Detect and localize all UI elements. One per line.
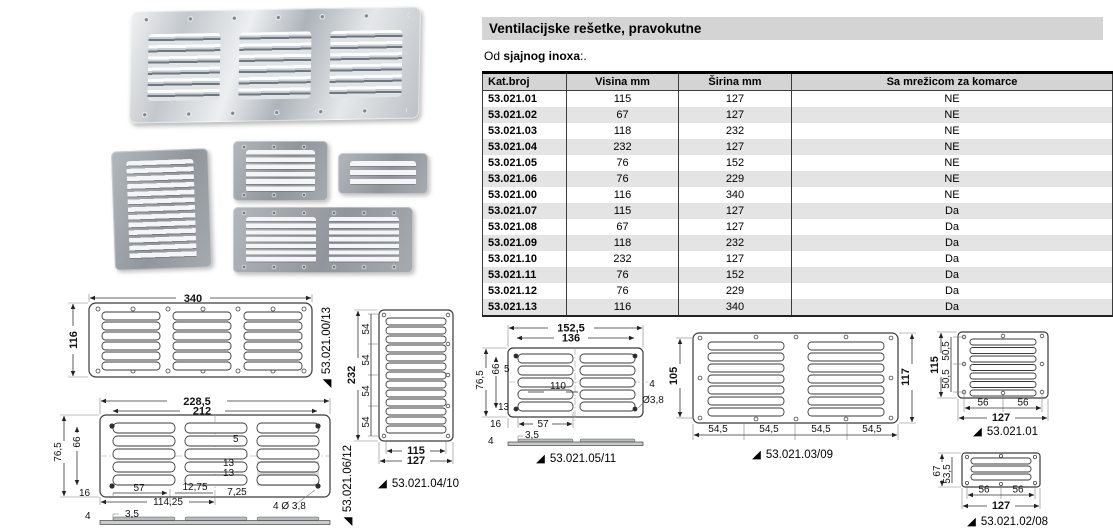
- screw-holes-bottom: [241, 264, 405, 270]
- cell-mreza: Da: [792, 203, 1113, 219]
- table-row: [483, 235, 1113, 251]
- louver-grid: [971, 458, 1031, 480]
- louver-grid: [970, 339, 1036, 396]
- dim-seg: 54: [361, 323, 372, 335]
- table-header-row: [483, 73, 1113, 91]
- dim-hole-size: Ø3,8: [642, 395, 664, 406]
- marker-triangle-icon: ◢: [536, 453, 545, 465]
- table-row: [483, 187, 1113, 203]
- cell-sirina: 229: [679, 283, 792, 299]
- table-row: [483, 203, 1113, 219]
- cell-kat: 53.021.13: [488, 301, 537, 313]
- cell-visina: 232: [567, 139, 679, 155]
- louver-column: [329, 30, 402, 98]
- louver-column: [238, 31, 311, 99]
- dim-b2: 57: [537, 419, 549, 430]
- photo-grille-large: [129, 6, 421, 123]
- marker-triangle-icon: ◢: [973, 426, 982, 438]
- table-row: [483, 299, 1113, 316]
- dim-p1: 4: [85, 511, 91, 522]
- column-header: Kat.broj: [483, 73, 567, 91]
- subtitle-prefix: Od: [484, 49, 504, 63]
- drawing-label-text: 53.021.02/08: [980, 516, 1049, 528]
- dim-h2: 66: [72, 436, 83, 448]
- cell-sirina: 127: [679, 203, 792, 219]
- material-subtitle: [484, 49, 587, 63]
- table-row: [483, 251, 1113, 267]
- dim-seg: 50,5: [941, 341, 952, 361]
- cell-kat: 53.021.10: [488, 253, 537, 265]
- dim-w2: 136: [561, 332, 581, 345]
- cell-mreza: NE: [792, 139, 1113, 155]
- product-photo: [30, 0, 475, 292]
- drawing-label-text: 53.021.05/11: [549, 453, 617, 465]
- drawing-label-text: 53.021.03/09: [765, 449, 834, 461]
- cell-mreza: Da: [792, 235, 1113, 251]
- dim-seg: 54,5: [759, 424, 779, 435]
- dim-h1: 67: [932, 465, 943, 477]
- table-row: [483, 107, 1113, 123]
- louver-column: [147, 33, 220, 101]
- cell-visina: 118: [567, 235, 679, 251]
- screw-holes-bottom: [141, 107, 407, 119]
- dim-b1: 16: [79, 488, 91, 499]
- cell-kat: 53.021.04: [488, 141, 537, 153]
- marker-triangle-icon: ◢: [378, 478, 387, 490]
- dim-seg: 50,5: [941, 369, 952, 389]
- cell-visina: 76: [567, 267, 679, 283]
- dim-seg: 54,5: [811, 424, 831, 435]
- products-table: [482, 71, 1113, 317]
- drawing-53-021-00-13: [58, 288, 343, 393]
- cell-mreza: NE: [792, 107, 1113, 123]
- cell-sirina: 340: [679, 187, 792, 203]
- column-header: Sa mrežicom za komarce: [792, 73, 1113, 91]
- dim-height: 232: [346, 365, 358, 385]
- dim-s3: 13: [223, 468, 235, 479]
- cell-mreza: Da: [792, 283, 1113, 299]
- cell-mreza: Da: [792, 219, 1113, 235]
- marker-triangle-icon: ◢: [967, 516, 976, 528]
- cell-visina: 116: [567, 299, 679, 316]
- screw-holes-top: [143, 12, 409, 24]
- cell-kat: 53.021.01: [488, 93, 537, 105]
- cell-visina: 67: [567, 107, 679, 123]
- cell-visina: 115: [567, 91, 679, 108]
- cell-kat: 53.021.00: [488, 189, 537, 201]
- dim-height: 115: [929, 356, 941, 374]
- drawing-label: [752, 449, 833, 461]
- cell-sirina: 152: [679, 267, 792, 283]
- drawing-label: [967, 516, 1048, 528]
- dim-b2: 57: [133, 483, 145, 494]
- cell-visina: 118: [567, 123, 679, 139]
- column-header: Visina mm: [567, 73, 679, 91]
- marker-triangle-icon: ◢: [321, 379, 333, 388]
- screw-holes-top: [241, 210, 405, 216]
- dim-b5: 7,25: [227, 487, 247, 498]
- drawing-label-text: 53.021.04/10: [391, 478, 460, 490]
- dim-mid: 110: [550, 381, 566, 392]
- cell-visina: 116: [567, 187, 679, 203]
- cell-sirina: 232: [679, 123, 792, 139]
- dim-seg: 54: [361, 385, 372, 397]
- dim-h2: 66: [491, 363, 502, 375]
- dim-p2: 3,5: [125, 509, 139, 520]
- dim-w1: 152,5: [557, 322, 585, 335]
- louver-slats: [246, 217, 316, 263]
- dim-height: 116: [68, 331, 80, 349]
- cell-sirina: 127: [679, 251, 792, 267]
- drawing-53-021-02-08: [933, 438, 1113, 530]
- dim-s1: 5: [233, 434, 239, 445]
- table-row: [483, 267, 1113, 283]
- cell-visina: 76: [567, 155, 679, 171]
- dim-b1: 56: [977, 397, 989, 409]
- dim-width: 340: [183, 293, 203, 305]
- cell-mreza: NE: [792, 123, 1113, 139]
- column-header: Širina mm: [679, 73, 792, 91]
- dim-seg: 54: [361, 416, 372, 428]
- dim-p1: 4: [488, 436, 494, 447]
- table-row: [483, 219, 1113, 235]
- screw-holes-bottom: [241, 192, 320, 198]
- cell-sirina: 152: [679, 155, 792, 171]
- cell-mreza: NE: [792, 91, 1113, 108]
- dim-b4: 12,75: [182, 482, 208, 493]
- dim-h1: 76,5: [53, 442, 64, 462]
- drawing-53-021-06-12: [55, 393, 355, 530]
- photo-grille-medium: [233, 141, 328, 201]
- cell-mreza: Da: [792, 299, 1113, 316]
- photo-grille-small: [338, 153, 428, 194]
- cell-kat: 53.021.11: [488, 269, 537, 281]
- table-row: [483, 91, 1113, 108]
- louver-slats: [246, 150, 315, 192]
- table-row: [483, 283, 1113, 299]
- drawing-53-021-03-09: [666, 322, 934, 465]
- cell-kat: 53.021.09: [488, 237, 537, 249]
- table-row: [483, 139, 1113, 155]
- cell-kat: 53.021.06: [488, 173, 537, 185]
- photo-grille-wide: [233, 207, 413, 273]
- subtitle-bold: sjajnog inoxa: [503, 49, 581, 63]
- louver-grid: [113, 423, 319, 485]
- dim-w2: 127: [406, 455, 426, 467]
- dim-right-height: 117: [900, 368, 912, 386]
- dim-b1: 16: [490, 419, 502, 430]
- cell-kat: 53.021.08: [488, 221, 537, 233]
- cell-sirina: 232: [679, 235, 792, 251]
- drawing-label: [321, 307, 333, 388]
- cell-sirina: 229: [679, 171, 792, 187]
- marker-triangle-icon: ◢: [342, 517, 354, 526]
- cell-mreza: Da: [792, 251, 1113, 267]
- drawing-label: [378, 478, 459, 490]
- cell-mreza: NE: [792, 155, 1113, 171]
- dim-seg: 54,5: [708, 424, 728, 435]
- dim-b3: 114,25: [153, 497, 183, 508]
- dim-b2: 56: [1017, 397, 1029, 409]
- louver-slats: [350, 161, 416, 186]
- dim-w2: 212: [192, 405, 212, 418]
- louver-slats: [329, 217, 399, 263]
- cell-mreza: NE: [792, 187, 1113, 203]
- drawing-label: [536, 453, 616, 465]
- dim-seg: 54,5: [862, 424, 882, 435]
- cell-visina: 232: [567, 251, 679, 267]
- dim-p2: 3,5: [525, 430, 539, 441]
- cell-kat: 53.021.02: [488, 109, 537, 121]
- dim-s2: 13: [223, 458, 235, 469]
- cell-sirina: 127: [679, 219, 792, 235]
- dim-width: 127: [991, 500, 1011, 512]
- dim-seg: 54: [361, 354, 372, 366]
- subtitle-suffix: :.: [580, 49, 587, 63]
- cell-sirina: 127: [679, 139, 792, 155]
- dim-w1: 228,5: [183, 396, 211, 408]
- cell-visina: 115: [567, 203, 679, 219]
- dim-w1: 115: [407, 445, 425, 457]
- dim-width: 127: [991, 412, 1011, 424]
- cell-visina: 76: [567, 171, 679, 187]
- page-title: Ventilacijske rešetke, pravokutne: [482, 17, 1103, 40]
- dim-b1: 56: [978, 484, 990, 496]
- cell-kat: 53.021.07: [488, 205, 537, 217]
- cell-kat: 53.021.05: [488, 157, 537, 169]
- cell-kat: 53.021.03: [488, 125, 537, 137]
- dim-b2: 56: [1012, 484, 1024, 496]
- cell-kat: 53.021.12: [488, 285, 537, 297]
- table-row: [483, 171, 1113, 187]
- louver-slats: [126, 159, 196, 261]
- drawing-53-021-05-11: [475, 320, 664, 468]
- cell-visina: 67: [567, 219, 679, 235]
- drawing-label: [973, 426, 1038, 438]
- dim-s2: 13: [498, 402, 510, 413]
- cell-sirina: 127: [679, 107, 792, 123]
- cell-mreza: NE: [792, 171, 1113, 187]
- drawing-label-text: 53.021.00/13: [321, 306, 333, 375]
- cell-mreza: Da: [792, 267, 1113, 283]
- dim-h1: 76,5: [475, 370, 486, 390]
- dim-hole-count: 4: [649, 379, 655, 390]
- dim-holes: 4 Ø 3,8: [273, 501, 306, 512]
- drawing-label-text: 53.021.01: [986, 426, 1039, 438]
- drawing-53-021-01: [929, 320, 1113, 438]
- dim-h2: 53,5: [942, 464, 953, 484]
- dim-s1: 5: [504, 364, 510, 375]
- cell-sirina: 340: [679, 299, 792, 316]
- dim-left-height: 105: [668, 366, 680, 386]
- cell-visina: 76: [567, 283, 679, 299]
- drawing-label-text: 53.021.06/12: [342, 444, 354, 513]
- marker-triangle-icon: ◢: [752, 449, 761, 461]
- photo-grille-tall: [111, 148, 212, 270]
- table-row: [483, 155, 1113, 171]
- cell-sirina: 127: [679, 91, 792, 108]
- table-row: [483, 123, 1113, 139]
